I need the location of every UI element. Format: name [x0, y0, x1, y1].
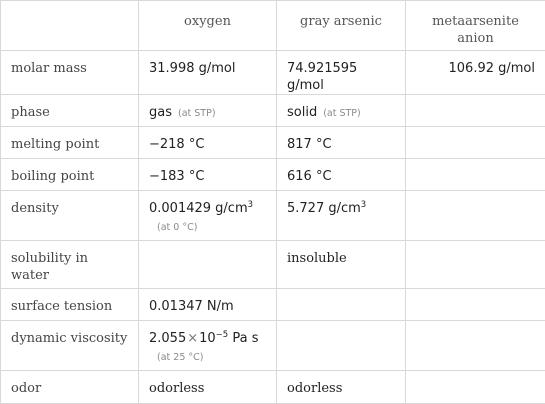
- oxygen-density: [139, 191, 277, 241]
- oxygen-phase-note: (at STP): [178, 108, 216, 119]
- row-label-boiling-point: boiling point: [1, 159, 139, 191]
- gray-arsenic-phase-value: solid: [287, 105, 317, 120]
- gray-arsenic-phase-note: (at STP): [323, 108, 361, 119]
- oxygen-solubility: [139, 241, 277, 289]
- metaarsenite-dynamic-viscosity: [406, 321, 545, 371]
- gray-arsenic-boiling-point: 616 °C: [277, 159, 406, 191]
- header-oxygen: oxygen: [139, 1, 277, 51]
- oxygen-viscosity-base: 10: [199, 331, 216, 346]
- table-row: [1, 289, 545, 321]
- oxygen-dynamic-viscosity: [139, 321, 277, 371]
- gray-arsenic-phase: [277, 95, 406, 127]
- gray-arsenic-solubility: insoluble: [277, 241, 406, 289]
- metaarsenite-boiling-point: [406, 159, 545, 191]
- metaarsenite-phase: [406, 95, 545, 127]
- oxygen-viscosity-unit: Pa s: [232, 331, 258, 346]
- oxygen-density-exponent: 3: [248, 200, 253, 210]
- metaarsenite-solubility: [406, 241, 545, 289]
- oxygen-viscosity-note: (at 25 °C): [149, 349, 266, 366]
- table-row: [1, 191, 545, 241]
- oxygen-surface-tension: 0.01347 N/m: [139, 289, 277, 321]
- oxygen-viscosity-exponent: −5: [216, 330, 229, 340]
- row-label-melting-point: melting point: [1, 127, 139, 159]
- row-label-solubility: solubility in water: [1, 241, 139, 289]
- oxygen-boiling-point: −183 °C: [139, 159, 277, 191]
- header-metaarsenite-anion: metaarsenite anion: [406, 1, 545, 51]
- gray-arsenic-density: [277, 191, 406, 241]
- metaarsenite-odor: [406, 371, 545, 404]
- table-row: [1, 127, 545, 159]
- oxygen-melting-point: −218 °C: [139, 127, 277, 159]
- table-row: [1, 95, 545, 127]
- oxygen-molar-mass: 31.998 g/mol: [139, 51, 277, 95]
- oxygen-phase-value: gas: [149, 105, 172, 120]
- metaarsenite-surface-tension: [406, 289, 545, 321]
- gray-arsenic-melting-point: 817 °C: [277, 127, 406, 159]
- table-row: [1, 159, 545, 191]
- header-row: [1, 1, 545, 51]
- header-gray-arsenic: gray arsenic: [277, 1, 406, 51]
- oxygen-phase: [139, 95, 277, 127]
- metaarsenite-melting-point: [406, 127, 545, 159]
- row-label-phase: phase: [1, 95, 139, 127]
- table-row: [1, 371, 545, 404]
- oxygen-viscosity-times: ×: [187, 331, 198, 346]
- gray-arsenic-molar-mass: 74.921595 g/mol: [277, 51, 406, 95]
- gray-arsenic-surface-tension: [277, 289, 406, 321]
- row-label-density: density: [1, 191, 139, 241]
- row-label-molar-mass: molar mass: [1, 51, 139, 95]
- metaarsenite-molar-mass: 106.92 g/mol: [406, 51, 545, 95]
- table-row: [1, 241, 545, 289]
- gray-arsenic-density-value: 5.727 g/cm: [287, 201, 361, 216]
- header-empty: [1, 1, 139, 51]
- table-row: [1, 51, 545, 95]
- gray-arsenic-odor: odorless: [277, 371, 406, 404]
- row-label-surface-tension: surface tension: [1, 289, 139, 321]
- gray-arsenic-dynamic-viscosity: [277, 321, 406, 371]
- oxygen-density-note: (at 0 °C): [149, 219, 266, 236]
- oxygen-viscosity-mantissa: 2.055: [149, 331, 186, 346]
- oxygen-density-value: 0.001429 g/cm: [149, 201, 248, 216]
- row-label-dynamic-viscosity: dynamic viscosity: [1, 321, 139, 371]
- table-row: [1, 321, 545, 371]
- row-label-odor: odor: [1, 371, 139, 404]
- oxygen-odor: odorless: [139, 371, 277, 404]
- metaarsenite-density: [406, 191, 545, 241]
- gray-arsenic-density-exponent: 3: [361, 200, 366, 210]
